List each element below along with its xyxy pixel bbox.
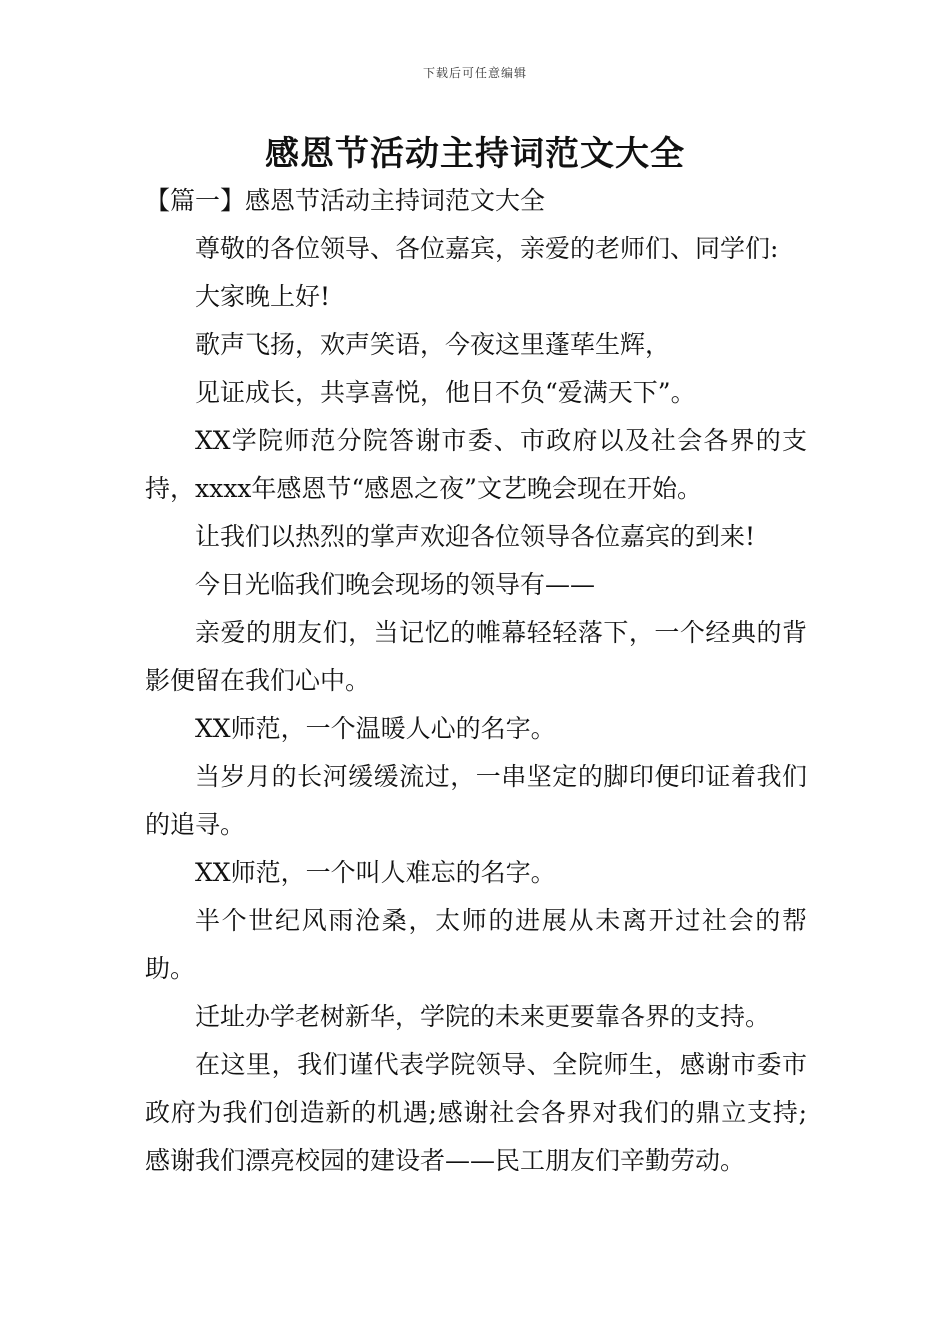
paragraph: XX师范，一个温暖人心的名字。 <box>195 714 556 743</box>
paragraph: 今日光临我们晚会现场的领导有—— <box>195 570 596 599</box>
section-heading: 【篇一】感恩节活动主持词范文大全 <box>145 186 546 215</box>
paragraph: 大家晚上好! <box>195 282 331 311</box>
paragraph: XX学院师范分院答谢市委、市政府以及社会各界的支持，xxxx年感恩节“感恩之夜”文艺晚会现在开始。 <box>145 426 807 503</box>
paragraph: 迁址办学老树新华，学院的未来更要靠各界的支持。 <box>195 1002 771 1031</box>
document-title: 感恩节活动主持词范文大全 <box>265 134 685 174</box>
paragraph: 在这里，我们谨代表学院领导、全院师生，感谢市委市政府为我们创造新的机遇;感谢社会各界对我们的鼎立支持;感谢我们漂亮校园的建设者——民工朋友们辛勤劳动。 <box>145 1050 807 1175</box>
paragraph-greeting: 尊敬的各位领导、各位嘉宾，亲爱的老师们、同学们: <box>195 234 779 263</box>
paragraph: 见证成长，共享喜悦，他日不负“爱满天下”。 <box>195 378 696 407</box>
paragraph: 让我们以热烈的掌声欢迎各位领导各位嘉宾的到来! <box>195 522 756 551</box>
paragraph: XX师范，一个叫人难忘的名字。 <box>195 858 556 887</box>
header-note: 下载后可任意编辑 <box>422 66 527 80</box>
paragraph: 歌声飞扬，欢声笑语，今夜这里蓬荜生辉， <box>195 330 671 359</box>
document-body <box>145 177 807 1185</box>
paragraph: 半个世纪风雨沧桑，太师的进展从未离开过社会的帮助。 <box>145 906 807 983</box>
paragraph: 当岁月的长河缓缓流过，一串坚定的脚印便印证着我们的追寻。 <box>145 762 807 839</box>
paragraph: 亲爱的朋友们，当记忆的帷幕轻轻落下，一个经典的背影便留在我们心中。 <box>145 618 807 695</box>
